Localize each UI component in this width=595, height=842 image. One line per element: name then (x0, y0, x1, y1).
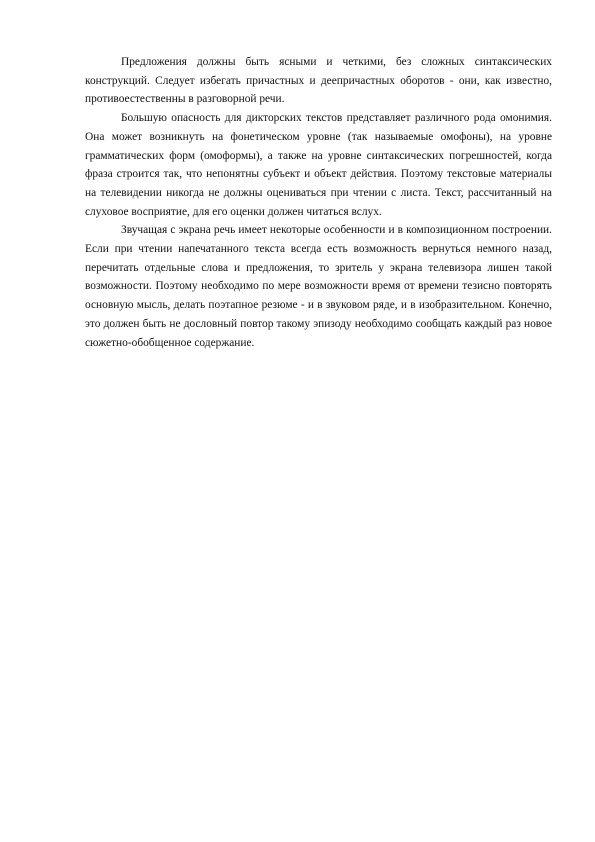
paragraph-homonymy: Большую опасность для дикторских текстов представляет различного рода омонимия. Она может возникнуть на фонетическом уровне (так называемые омофоны), на уровне грамматических форм (омоформы), а также на уровне синтаксических погрешностей, когда фраза строится так, что непонятны субъект и объект действия. Поэтому текстовые материалы на телевидении никогда не должны оцениваться при чтении с листа. Текст, рассчитанный на слуховое восприятие, для его оценки должен читаться вслух. (85, 112, 552, 218)
paragraph-composition: Звучащая с экрана речь имеет некоторые особенности и в композиционном построении. Если при чтении напечатанного текста всегда есть возможность вернуться немного назад, перечитать отдельные слова и предложения, то зритель у экрана телевизора лишен такой возможности. Поэтому необходимо по мере возможности время от времени тезисно повторять основную мысль, делать поэтапное резюме - и в звуковом ряде, и в изобразительном. Конечно, это должен быть не дословный повтор такому эпизоду необходимо сообщать каждый раз новое сюжетно-обобщенное содержание. (85, 224, 552, 349)
document-body (85, 53, 552, 352)
paragraph-clarity: Предложения должны быть ясными и четкими, без сложных синтаксических конструкций. Следует избегать причастных и деепричастных оборотов - они, как известно, противоестественны в разговорной речи. (85, 56, 552, 106)
